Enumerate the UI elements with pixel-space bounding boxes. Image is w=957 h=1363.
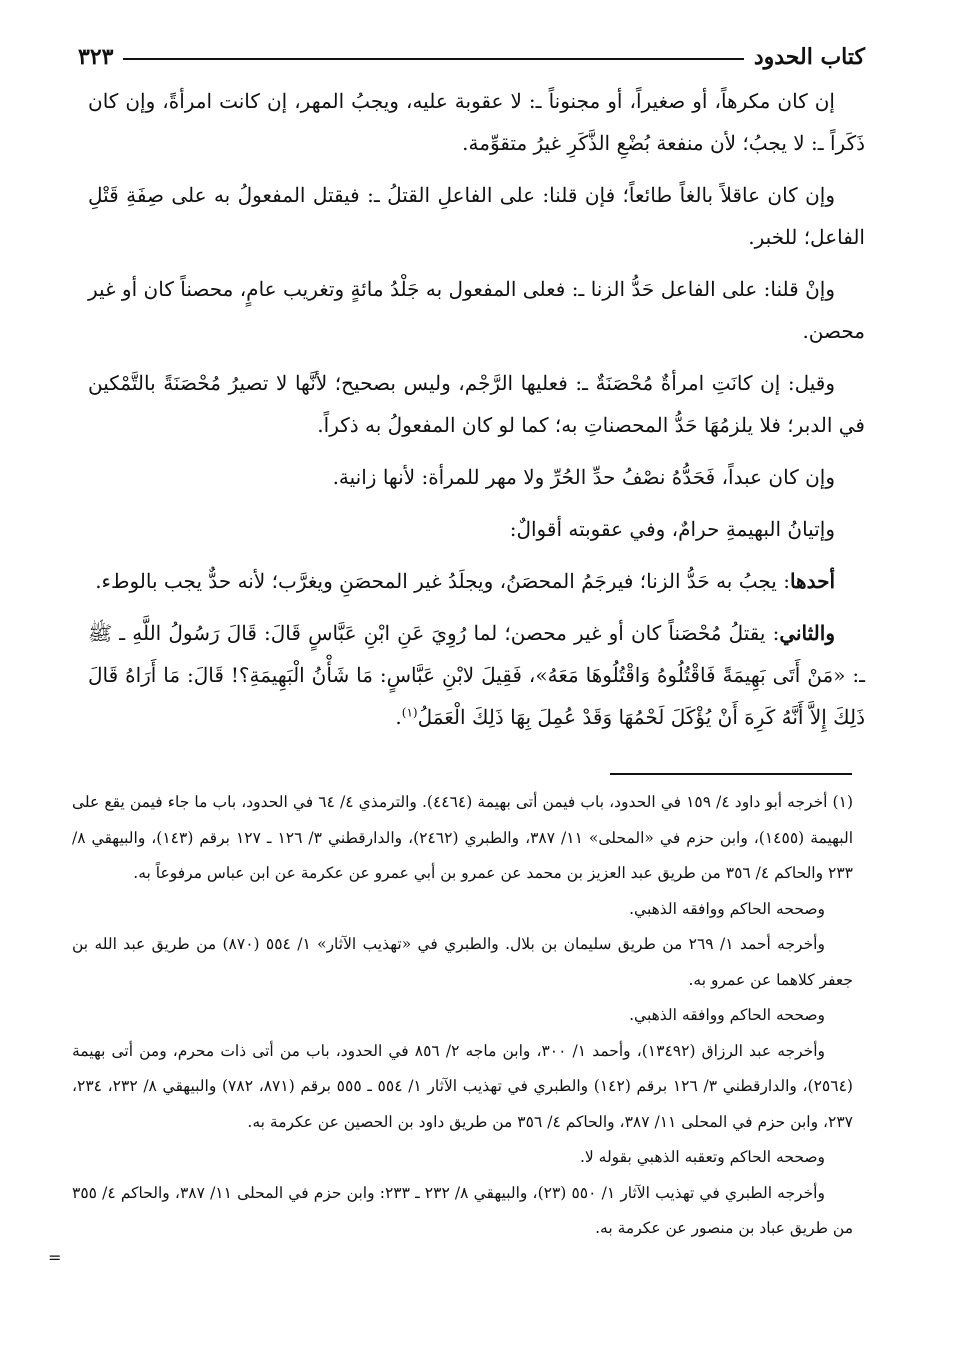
paragraph: وإن كان عبداً، فَحَدُّهُ نصْفُ حدِّ الحُرِّ ولا مهر للمرأة: لأنها زانية. [332,465,835,489]
page-number: ٣٢٣ [78,44,114,70]
page-header [78,30,865,70]
footnote-line: وأخرجه الطبري في تهذيب الآثار ١/ ٥٥٠ (٢٣)، والبيهقي ٨/ ٢٣٢ ـ ٢٣٣: وابن حزم في المحلى ١١/ ٣٨٧، والحاكم ٤/ ٣٥٥ من طريق عباد بن منصور عن عكرمة به. [72,1183,853,1237]
paragraph-body: : يقتلُ مُحْصَناً كان أو غير محصن؛ لما رُوِيَ عَنِ ابْنِ عَبَّاسٍ قَالَ: قَالَ رَسُولُ اللَّهِ ـ ﷺ ـ: «مَنْ أَتَى بَهِيمَةً فَاقْتُلُوهُ وَاقْتُلُوهَا مَعَهُ»، فَقِيلَ لابْنِ عَبَّاسٍ: مَا شَأْنُ الْبَهِيمَةِ؟! قَالَ: مَا أَرَاهُ قَالَ ذَلِكَ إِلاَّ أَنَّهُ كَرِهَ أَنْ يُؤْكَلَ لَحْمُهَا وَقَدْ عُمِلَ بِهَا ذَلِكَ الْعَمَلُ [88,621,865,729]
footnotes [72,785,853,1247]
footnote-line: وأخرجه عبد الرزاق (١٣٤٩٢)، وأحمد ١/ ٣٠٠، وابن ماجه ٢/ ٨٥٦ في الحدود، باب من أتى ذات محرم، ومن أتى بهيمة (٢٥٦٤)، والدارقطني ٣/ ١٢٦ برقم (١٤٢) والطبري في تهذيب الآثار ١/ ٥٥٤ ـ ٥٥٥ برقم (٨٧١، ٧٨٢) والبيهقي ٨/ ٢٣٢، ٢٣٤، ٢٣٧، وابن حزم في المحلى ١١/ ٣٨٧، والحاكم ٤/ ٣٥٦ من طريق داود بن الحصين عن عكرمة به. [72,1041,853,1131]
paragraph: إن كان مكرهاً، أو صغيراً، أو مجنوناً ـ: لا عقوبة عليه، ويجبُ المهر، إن كانت امرأةً، وإن كان ذَكَراً ـ: لا يجبُ؛ لأن منفعة بُضْعِ الذَّكَرِ غيرُ متقوِّمة. [88,89,865,155]
paragraph: وإتيانُ البهيمةِ حرامٌ، وفي عقوبته أقوالٌ: [509,517,835,541]
footnote-separator [610,773,852,775]
footnote-line: وصححه الحاكم ووافقه الذهبي. [629,1006,825,1024]
header-rule [123,58,743,60]
footnote-reference: (١) [401,705,418,720]
main-text [88,80,865,748]
paragraph: وقيل: إن كانَتِ امرأةٌ مُحْصَنَةٌ ـ: فعليها الرَّجْم، وليس بصحيح؛ لأنَّها لا تصيرُ مُحْصَنَةً بالتَّمْكين في الدبر؛ فلا يلزمُهَا حَدُّ المحصناتِ به؛ كما لو كان المفعولُ به ذكراً. [88,371,865,437]
footnote-line: (١) أخرجه أبو داود ٤/ ١٥٩ في الحدود، باب فيمن أتى بهيمة (٤٤٦٤). والترمذي ٤/ ٦٤ في الحدود، باب ما جاء فيمن يقع على البهيمة (١٤٥٥)، وابن حزم في «المحلى» ١١/ ٣٨٧، والطبري (٢٤٦٢)، والدارقطني ٣/ ١٢٦ ـ ١٢٧ برقم (١٤٣)، والبيهقي ٨/ ٢٣٣ والحاكم ٤/ ٣٥٦ من طريق عبد العزيز بن محمد عن عمرو بن أبي عمرو عن عكرمة عن ابن عباس مرفوعاً به. [72,793,853,882]
footnote-line: وصححه الحاكم وتعقبه الذهبي بقوله لا. [579,1148,825,1166]
paragraph: وإن كان عاقلاً بالغاً طائعاً؛ فإن قلنا: على الفاعلِ القتلُ ـ: فيقتل المفعولُ به على صِفَةِ قَتْلِ الفاعل؛ للخبر. [88,183,865,249]
footnote-line: وصححه الحاكم ووافقه الذهبي. [629,899,825,918]
paragraph-body: : يجبُ به حَدُّ الزنا؛ فيرجَمُ المحصَنُ، ويجلَدُ غير المحصَنِ ويغرَّب؛ لأنه حدٌّ يجب بالوطء. [95,569,790,593]
paragraph-lead: والثاني [779,621,835,645]
paragraph: والثاني: يقتلُ مُحْصَناً كان أو غير محصن؛ لما رُوِيَ عَنِ ابْنِ عَبَّاسٍ قَالَ: قَالَ رَسُولُ اللَّهِ ـ ﷺ ـ: «مَنْ أَتَى بَهِيمَةً فَاقْتُلُوهُ وَاقْتُلُوهَا مَعَهُ»، فَقِيلَ لابْنِ عَبَّاسٍ: مَا شَأْنُ الْبَهِيمَةِ؟! قَالَ: مَا أَرَاهُ قَالَ ذَلِكَ إِلاَّ أَنَّهُ كَرِهَ أَنْ يُؤْكَلَ لَحْمُهَا وَقَدْ عُمِلَ بِهَا ذَلِكَ الْعَمَلُ$^{(١)}$. [88,621,865,729]
paragraph: وإنْ قلنا: على الفاعل حَدُّ الزنا ـ: فعلى المفعول به جَلْدُ مائةٍ وتغريب عامٍ، محصناً كان أو غير محصن. [88,277,865,343]
chapter-title: كتاب الحدود [753,44,865,70]
paragraph [88,560,865,602]
continuation-mark: = [48,1248,62,1267]
footnote-line: وأخرجه أحمد ١/ ٢٦٩ من طريق سليمان بن بلال. والطبري في «تهذيب الآثار» ١/ ٥٥٤ (٨٧٠) من طريق عبد الله بن جعفر كلاهما عن عمرو به. [72,935,853,989]
paragraph-lead: أحدها [789,569,835,593]
